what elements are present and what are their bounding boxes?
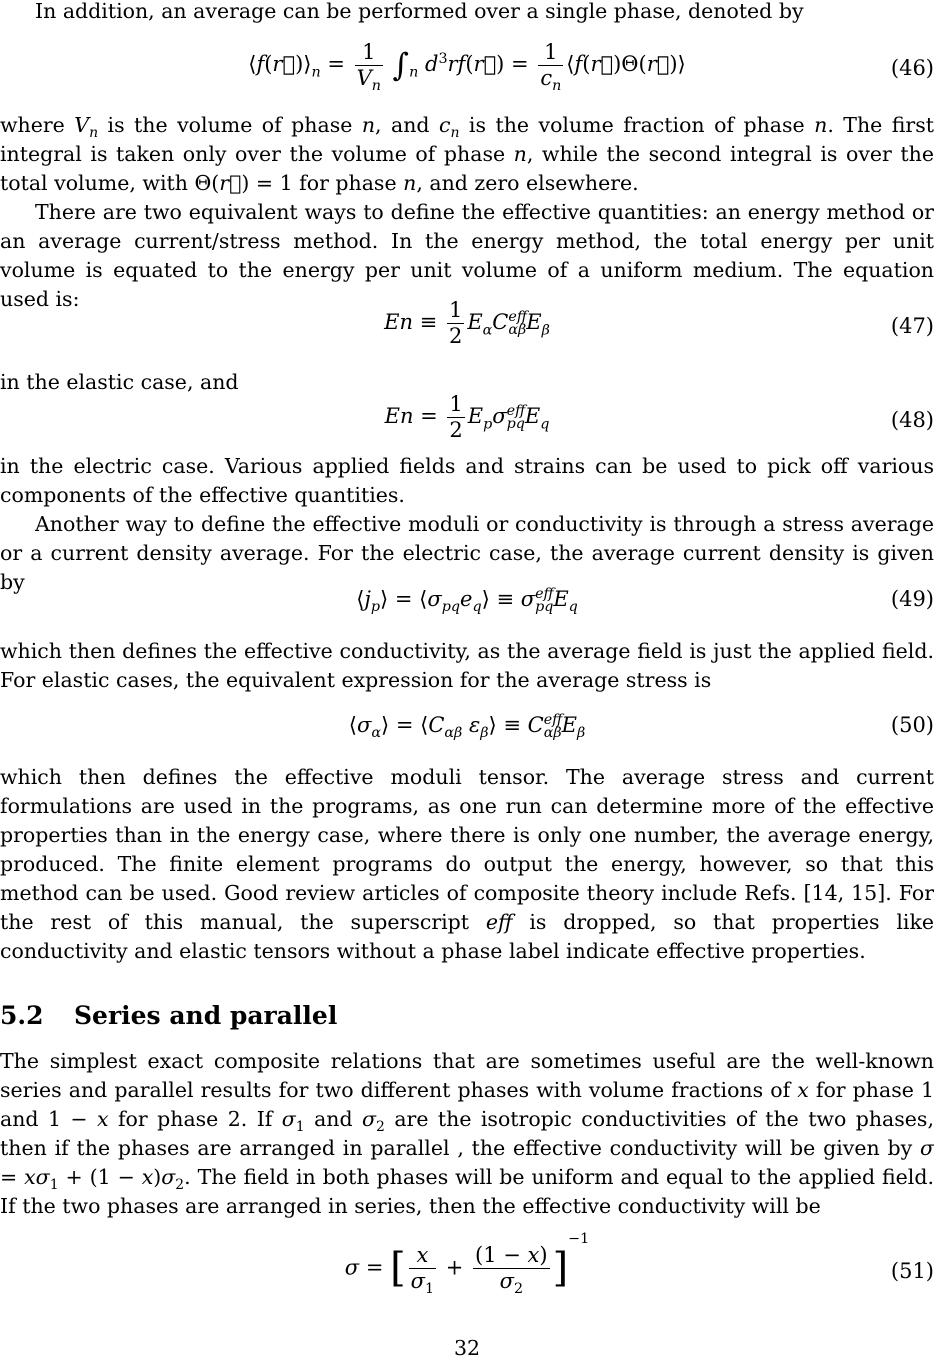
equation-48: En = $\frac{1}{2}$ $E_p\sigma^{eff}_{pq}E_q$ (48) — [384, 392, 934, 443]
equation-50: $⟨\sigma_\alpha⟩$ = $⟨C_{\alpha\beta}$ $\varepsilon_\beta⟩ \equiv C^{eff}_{\alpha\beta}E_\beta$ (50) — [348, 712, 934, 742]
equation-51: σ = [ $\frac{x}{\sigma_1}$ + $\frac{(1 - x)}{\sigma_2}$ ]$^{-1}$ (51) — [344, 1231, 934, 1298]
page-number: 32 — [453, 1336, 481, 1360]
equation-number: (46) — [890, 56, 934, 80]
paragraph-stress-average: Another way to define the effective moduli or conductivity is through a stress average or a current density average. For the electric case, the average current density is given by — [0, 512, 934, 594]
equation-number: (51) — [890, 1259, 934, 1283]
paragraph-energy-method: There are two equivalent ways to define the effective quantities: an energy method or an average current/stress method. In the energy method, the total energy per unit volume is equated to the energy per unit volume of a uniform medium. The equation used is: — [0, 200, 934, 311]
paragraph-electric-case: in the electric case. Various applied fields and strains can be used to pick off various components of the effective quantities. — [0, 454, 934, 507]
section-number: 5.2 — [0, 1001, 44, 1030]
paragraph-moduli-tensor: which then defines the effective moduli tensor. The average stress and current formulations are used in the programs, as one run can determine more of the effective properties than in the energy case, where there is only one number, the average energy, produced. The finite element programs do output the energy, however, so that this method can be used. Good review articles of composite theory include Refs. [14, 15]. For the rest of this manual, the superscript eff is dropped, so that properties like conductivity and elastic tensors without a phase label indicate effective properties. — [0, 765, 934, 963]
equation-49: $⟨j_p⟩$ = $⟨\sigma_{pq}e_q⟩ \equiv \sigma^{eff}_{pq}E_q$ (49) — [356, 586, 934, 616]
paragraph-elastic-case: in the elastic case, and — [0, 370, 239, 394]
equation-number: (50) — [890, 713, 934, 737]
paragraph-effective-conductivity: which then defines the effective conductivity, as the average field is just the applied field. For elastic cases, the equivalent expression for the average stress is — [0, 639, 934, 692]
paragraph-volume-definition: where $V_n$ is the volume of phase n, and $c_n$ is the volume fraction of phase n. The first integral is taken only over the volume of phase n, while the second integral is over the total volume, with Θ(r⃗) = 1 for phase n, and zero elsewhere. — [0, 113, 934, 195]
section-title: Series and parallel — [74, 1001, 338, 1030]
paragraph-intro: In addition, an average can be performed over a single phase, denoted by — [35, 0, 804, 23]
equation-number: (48) — [890, 408, 934, 432]
equation-number: (49) — [890, 587, 934, 611]
equation-number: (47) — [890, 314, 934, 338]
equation-47: En ≡ $\frac{1}{2}$ $E_\alpha C^{eff}_{\alpha\beta}E_\beta$ (47) — [384, 298, 934, 349]
equation-46: $⟨f(r⃗)⟩_n$ = $\frac{1}{V_n}$ $\int_n$ $d^3rf(r⃗)$ = $\frac{1}{c_n}$ ⟨f(r⃗)Θ(r⃗)⟩ (46) — [248, 40, 934, 95]
paragraph-series-parallel: The simplest exact composite relations that are sometimes useful are the well-known series and parallel results for two different phases with volume fractions of x for phase 1 and 1 − x for phase 2. If $\sigma_1$ and $\sigma_2$ are the isotropic conductivities of the two phases, then if the phases are arranged in parallel , the effective conductivity will be given by $\sigma = x\sigma_1 + (1 - x)\sigma_2$. The field in both phases will be uniform and equal to the applied field. If the two phases are arranged in series, then the effective conductivity will be — [0, 1049, 934, 1218]
section-heading — [0, 1001, 337, 1030]
